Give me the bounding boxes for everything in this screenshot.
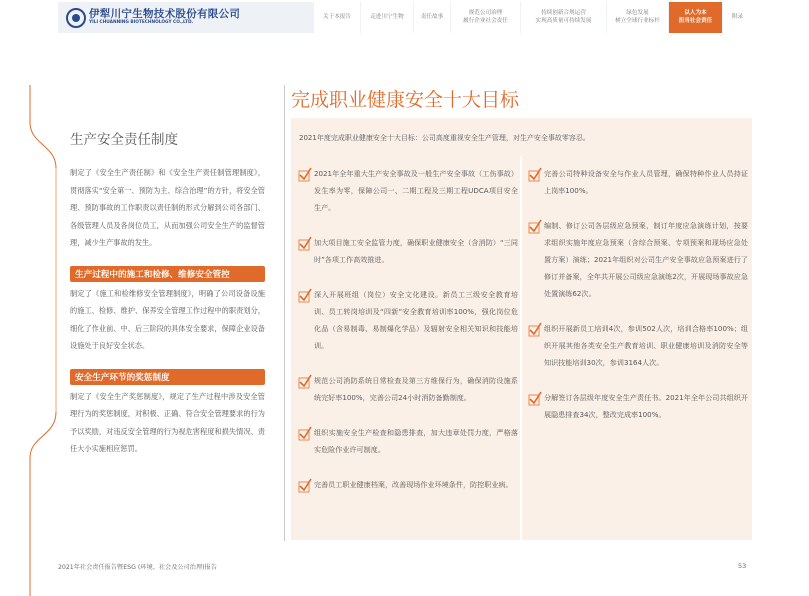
subsection-heading: 生产过程中的施工和检修、维修安全管控 <box>70 266 265 282</box>
panel-divider <box>520 156 522 540</box>
top-navigation <box>58 2 752 33</box>
targets-panel <box>291 118 752 540</box>
checkmark-icon <box>528 323 544 337</box>
tab-responsibility-stories[interactable]: 责任故事 <box>414 2 450 33</box>
checkmark-icon <box>298 289 314 303</box>
column-divider <box>284 85 285 541</box>
target-item <box>298 168 518 216</box>
tab-green-development[interactable]: 绿色发展 树立全球行业标杆 <box>607 2 668 33</box>
targets-right-list <box>528 168 748 444</box>
targets-left-list <box>298 168 518 514</box>
target-item <box>298 427 518 458</box>
target-text: 组织开展新员工培训4次，参训502人次，培训合格率100%；组织开展其他各类安全生产教育培训、职业健康培训及消防安全等知识技能培训30次，参训3164人次。 <box>544 324 748 367</box>
logo-en: YILI CHUANNING BIOTECHNOLOGY CO.,LTD. <box>89 20 194 25</box>
section-title: 生产安全责任制度 <box>70 132 178 148</box>
target-item <box>298 479 518 493</box>
checkmark-icon <box>528 392 544 406</box>
logo-emblem-icon <box>66 8 86 28</box>
target-item <box>528 392 748 423</box>
paragraph: 制定了《施工和检维修安全管理制度》，明确了公司设备设施的施工、检修、维护、保养安全管理工作过程中的职责划分，细化了作业前、中、后三阶段的具体安全要求，保障企业设备设施处于良好安全状态。 <box>70 288 265 350</box>
checkmark-icon <box>528 168 544 182</box>
page-title: 完成职业健康安全十大目标 <box>291 89 520 111</box>
target-item <box>528 220 748 302</box>
target-text: 完善员工职业健康档案，改善现场作业环境条件，防控职业病。 <box>314 480 513 489</box>
target-text: 完善公司特种设备安全与作业人员管理，确保特种作业人员持证上岗率100%。 <box>544 169 748 195</box>
checkmark-icon <box>298 237 314 251</box>
checkmark-icon <box>298 375 314 389</box>
company-logo[interactable] <box>58 2 313 33</box>
target-item <box>298 289 518 354</box>
subsection-heading: 安全生产环节的奖惩制度 <box>70 369 265 385</box>
target-text: 规范公司消防系统日常检查及第三方维保行为，确保消防设施系统完好率100%，完善公司24小时消防备勤制度。 <box>314 376 518 402</box>
tab-about-report[interactable]: 关于本报告 <box>314 2 360 33</box>
page-number: 53 <box>738 562 747 570</box>
logo-cn: 伊犁川宁生物技术股份有限公司 <box>89 8 241 20</box>
tab-governance[interactable]: 规范公司治理 履行企业社会责任 <box>451 2 520 33</box>
checkmark-icon <box>298 427 314 441</box>
target-text: 深入开展班组（岗位）安全文化建设。新员工三级安全教育培训、员工转岗培训及“四新”安全教育培训率100%，强化岗位危化品（含易制毒、易制爆化学品）及辐射安全相关知识和技能培训。 <box>314 290 518 350</box>
paragraph: 制定了《安全生产责任制》和《安全生产责任制管理制度》，贯彻落实“安全第一、预防为主、综合治理”的方针，将安全管理、预防事故的工作职责以责任制的形式分解到公司各部门、各级管理人员及各岗位员工，从而加强公司安全生产的监督管理，减少生产事故的发生。 <box>70 168 265 247</box>
target-text: 组织实施安全生产检查和隐患排查，加大违章处罚力度，严格落实危险作业许可制度。 <box>314 428 518 454</box>
target-item <box>298 375 518 406</box>
tab-appendix[interactable]: 附录 <box>723 2 752 33</box>
tab-innovation-compliance[interactable]: 持续创新合规运营 实现高质量可持续发展 <box>521 2 606 33</box>
target-text: 分解签订各层级年度安全生产责任书。2021年全年公司共组织开展隐患排查34次，整改完成率100%。 <box>544 393 748 419</box>
tab-people-oriented[interactable]: 以人为本 担当社会责任 <box>669 2 722 33</box>
left-column <box>70 128 265 458</box>
target-item <box>528 168 748 199</box>
checkmark-icon <box>298 168 314 182</box>
intro-text: 2021年度完成职业健康安全十大目标：公司高度重视安全生产管理，对生产安全事故零容忍。 <box>299 134 590 142</box>
target-item <box>298 237 518 268</box>
checkmark-icon <box>298 479 314 493</box>
footer-text: 2021年社会责任报告暨ESG (环境、社会及公司治理)报告 <box>58 564 217 571</box>
target-item <box>528 323 748 371</box>
target-text: 加大项目施工安全监管力度，确保职业健康安全（含消防）“三同时”各项工作高效推进。 <box>314 238 518 264</box>
target-text: 2021年全年重大生产安全事故及一般生产安全事故（工伤事故）发生率为零，保障公司一、二期工程及三期工程UDCA项目安全生产。 <box>314 169 518 212</box>
checkmark-icon <box>528 220 544 234</box>
decorative-side-line <box>0 0 80 596</box>
tab-company-intro[interactable]: 走进川宁生物 <box>361 2 413 33</box>
paragraph: 制定了《安全生产奖惩制度》，规定了生产过程中涉及安全管理行为的奖惩制度，对积极、正确、符合安全管理要求的行为予以奖励，对违反安全管理的行为视危害程度和损失情况、责任大小实施相应惩罚。 <box>70 391 265 453</box>
target-text: 编制、修订公司各层级应急预案，制订年度应急演练计划，按要求组织实施年度应急预案（含综合预案、专项预案和现场应急处置方案）演练；2021年组织对公司生产安全事故应急预案进行了修订并备案，全年共开展公司级应急演练2次，开展现场事故应急处置演练62次。 <box>544 221 748 298</box>
